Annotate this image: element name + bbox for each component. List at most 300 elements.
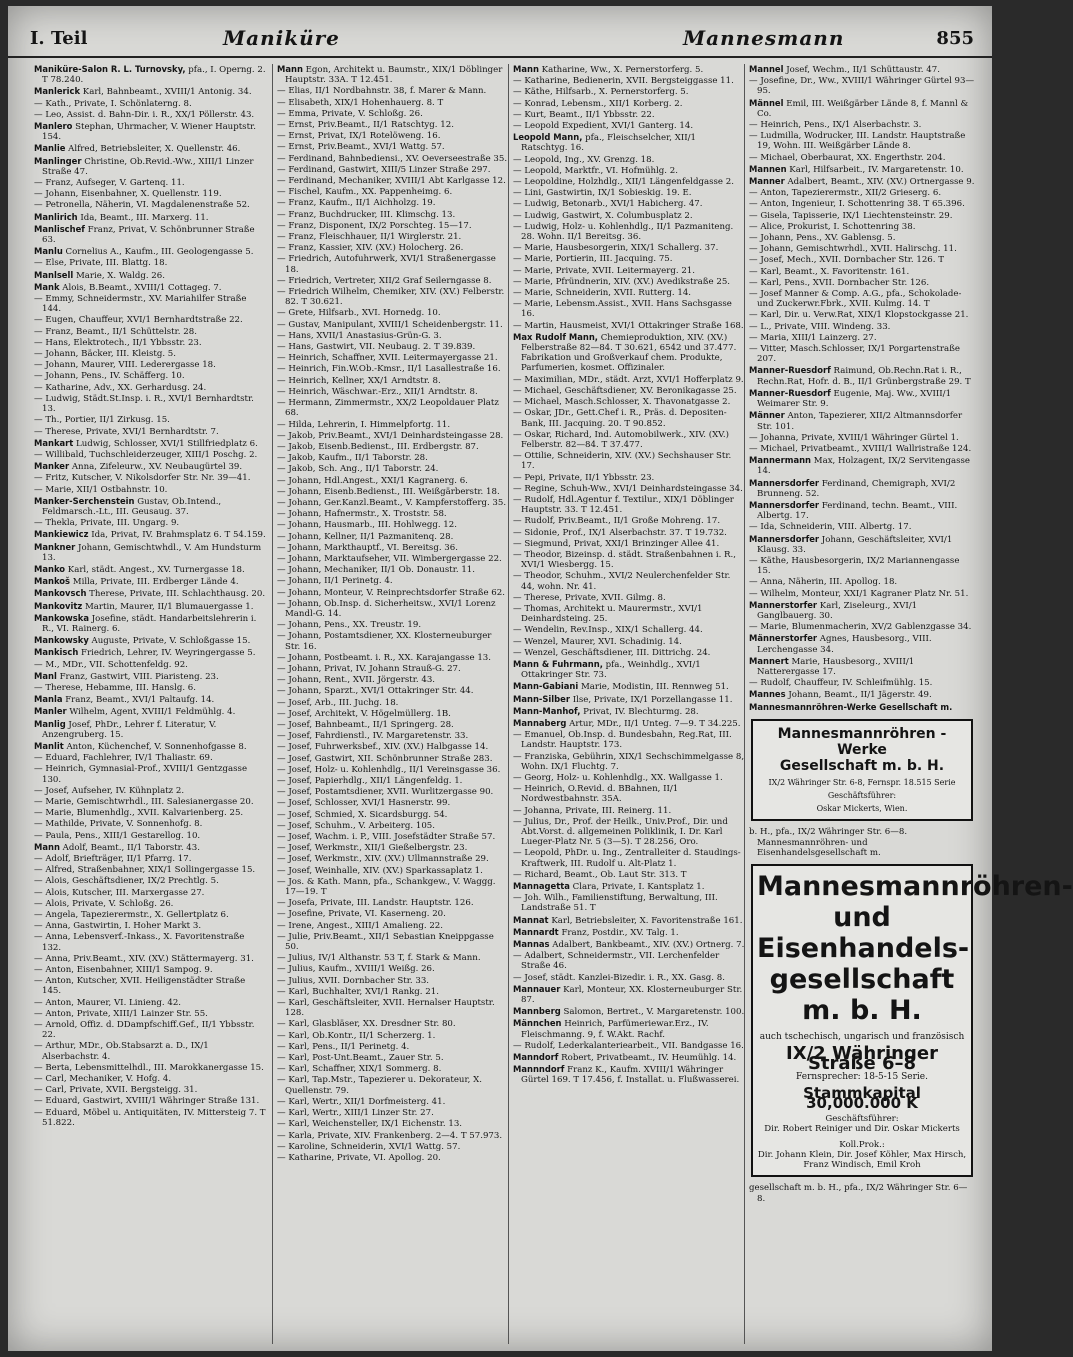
directory-entry [513, 110, 745, 120]
entry-details: — Johann, Pens., XX. Treustr. 19. [277, 620, 422, 631]
entry-surname: Mankner [34, 541, 76, 552]
directory-entry [34, 282, 266, 293]
entry-details: — Eduard, Gastwirt, XVIII/1 Währinger Straße 131. [34, 1096, 260, 1107]
directory-entry [277, 509, 509, 519]
directory-entry [277, 64, 509, 85]
directory-entry [277, 464, 509, 474]
entry-details: — Rudolf, Priv.Beamt., II/1 Große Mohreng. 17. [513, 516, 721, 527]
entry-details: — Josef, Werkmstr., XII/1 Gießelbergstr. 23. [277, 843, 468, 854]
directory-entry [34, 899, 266, 909]
directory-entry [513, 199, 745, 209]
directory-page [8, 6, 1073, 1351]
entry-details: Katharine, Ww., X. Pernerstorferg. 5. [541, 65, 704, 75]
entry-details: — Leopold Expedient, XVI/1 Ganterg. 14. [513, 121, 694, 132]
directory-entry [34, 143, 266, 154]
entry-details: — Ludwig, Städt.St.Insp. i. R., XVI/1 Bernhardtstr. 13. [34, 393, 254, 415]
directory-entry [34, 156, 266, 177]
running-head-right: Mannesmann [683, 26, 845, 50]
entry-details: — Marie, Schneiderin, XVII. Rutterg. 14. [513, 288, 692, 299]
entry-surname: Mann [513, 64, 539, 74]
entry-surname: Mann-Manhof, [513, 705, 581, 716]
directory-entry [749, 278, 975, 288]
directory-entry [34, 427, 266, 437]
directory-entry [513, 681, 745, 692]
entry-details: — Arthur, MDr., Ob.Stabsarzt a. D., IX/1 Alserbachstr. 4. [34, 1041, 209, 1062]
directory-entry [277, 1153, 509, 1163]
directory-entry [277, 198, 509, 208]
directory-entry [277, 731, 509, 741]
entry-details: — Marie, Pfründnerin, XIV. (XV.) Avedikstraße 25. [513, 276, 731, 287]
entry-surname: Mankowska [34, 612, 89, 623]
ad-small-address: IX/2 Währinger Str. 6-8, Fernspr. 18.515 Serie [768, 777, 956, 787]
directory-entry [34, 786, 266, 796]
directory-entry [513, 817, 745, 848]
directory-entry [277, 142, 509, 152]
entry-details: — Anton, Eisenbahner, XIII/1 Sampog. 9. [34, 965, 213, 976]
directory-entry [277, 709, 509, 719]
directory-entry [277, 308, 509, 318]
directory-entry [277, 1119, 509, 1129]
directory-entry [34, 338, 266, 348]
entry-details: — Johann, Pens., IV. Schäfferg. 10. [34, 371, 185, 382]
entry-details: — Franz, Aufseger, V. Gartenq. 11. [34, 178, 185, 189]
entry-surname: Manndorf [513, 1052, 559, 1063]
directory-entry [34, 485, 266, 495]
directory-entry [34, 258, 266, 268]
column-2 [272, 64, 509, 1344]
entry-details: — Ernst, Priv.Beamt., XVI/1 Wattg. 57. [277, 142, 445, 153]
entry-details: — Ferdinand, Mechaniker, XVIII/1 Abt Karlgasse 12. [277, 176, 506, 187]
directory-entry [277, 442, 509, 452]
directory-entry [34, 965, 266, 975]
directory-entry [749, 622, 975, 632]
directory-entry [34, 932, 266, 952]
directory-entry [513, 773, 745, 783]
directory-entry [34, 394, 266, 414]
entry-surname: Mankoš [34, 576, 71, 587]
entry-details: Martin, Maurer, II/1 Blumauergasse 1. [85, 601, 254, 612]
entry-details: — Fritz, Kutscher, V. Nikolsdorfer Str. Nr. 39—41. [34, 473, 251, 484]
entry-details: — Johann, Ger.Kanzl.Beamt., V. Kampferstofferg. 35. [277, 497, 507, 508]
directory-entry [277, 554, 509, 564]
directory-entry [277, 932, 509, 952]
directory-entry [34, 764, 266, 784]
directory-entry [513, 973, 745, 983]
entry-surname: Mannersdorfer [749, 533, 820, 544]
entry-details: Milla, Private, III. Erdberger Lände 4. [72, 577, 239, 588]
entry-surname: Manla [34, 694, 63, 705]
directory-entry [34, 753, 266, 763]
directory-entry [277, 631, 509, 651]
directory-entry [749, 267, 975, 277]
entry-details: — Arnold, Offiz. d. DDampfschiff.Gef., II/1 Ybbsstr. 22. [34, 1020, 255, 1041]
directory-entry [34, 998, 266, 1008]
entry-details: — Wenzel, Maurer, XVI. Schadinig. 14. [513, 636, 682, 647]
entry-details: — Katharine, Private, VI. Apollog. 20. [277, 1152, 441, 1163]
directory-entry [277, 953, 509, 963]
entry-details: — Anton, Maurer, VI. Linieng. 42. [34, 997, 182, 1008]
directory-entry [34, 831, 266, 841]
directory-entry [34, 808, 266, 818]
entry-details: Wilhelm, Agent, XVIII/1 Feldmühlg. 4. [69, 707, 236, 718]
directory-entry [513, 375, 745, 385]
entry-details: — Julius, Kaufm., XVIII/1 Weißg. 26. [277, 964, 435, 975]
entry-details: — Jos. & Kath. Mann, pfa., Schankgew., V. Waggg. 17—19. T [277, 876, 496, 898]
entry-details: — Kath., Private, I. Schönlaterng. 8. [34, 98, 192, 109]
entry-details: — Adolf, Briefträger, II/1 Pfarrg. 17. [34, 854, 192, 865]
entry-details: — Johann, Rent., XVII. Jörgerstr. 43. [277, 675, 436, 686]
directory-entry [34, 1009, 266, 1019]
entry-surname: Leopold Mann, [513, 132, 583, 143]
entry-details: — Elisabeth, XIX/1 Hohenhauerg. 8. T [277, 97, 444, 108]
entry-details: — Jakob, Kaufm., II/1 Taborstr. 28. [277, 453, 428, 464]
entry-details: — Michael, Privatbeamt., XVIII/1 Wallristraße 124. [749, 443, 972, 454]
directory-entry [277, 810, 509, 820]
directory-entry [749, 410, 975, 431]
directory-entry [34, 438, 266, 449]
entry-details: — Karl, Pens., XVII. Dornbacher Str. 126. [749, 277, 930, 288]
volume-label: I. Teil [30, 28, 88, 49]
directory-entry [34, 706, 266, 717]
entry-details: — Gisela, Tapisserie, IX/1 Liechtensteinstr. 29. [749, 210, 953, 221]
directory-entry [277, 254, 509, 274]
entry-surname: Mann-Silber [513, 693, 570, 704]
entry-surname: Mannaberg [513, 717, 567, 728]
entry-details: — Siegmund, Privat, XXI/1 Brinzinger Allee 41. [513, 538, 720, 549]
entry-details: Franz K., Kaufm. XVIII/1 Währinger Gürtel 169. T 17.456, f. Installat. u. Flußwasserei. [521, 1065, 740, 1086]
entry-details: — Anton, Kutscher, XVII. Heiligenstädter Straße 145. [34, 976, 246, 997]
directory-entry [34, 876, 266, 886]
directory-entry [749, 344, 975, 364]
directory-entry [513, 648, 745, 658]
directory-entry [749, 188, 975, 198]
entry-surname: Manlinger [34, 155, 82, 166]
directory-entry [749, 689, 975, 700]
entry-details: — Johann, Sparzt., XVI/1 Ottakringer Str. 44. [277, 686, 474, 697]
entry-details: Anton, Küchenchef, V. Sonnenhofgasse 8. [66, 741, 247, 752]
entry-details: — Eduard, Möbel u. Antiquitäten, IV. Mittersteig 7. T 51.822. [34, 1107, 266, 1128]
directory-entry [513, 243, 745, 253]
entry-details: — Josef, Schmied, X. Sicardsburgg. 54. [277, 809, 448, 820]
directory-entry [513, 593, 745, 603]
entry-details: — Wendelin, Rev.Insp., XIX/1 Schallerg. 44. [513, 625, 703, 636]
ad-large-line-3: gesellschaft m. b. H. [769, 964, 955, 1026]
entry-details: pfa., Fleischselcher, XII/1 Ratschtyg. 16. [521, 133, 697, 154]
entry-details: — Grete, Hilfsarb., XVI. Hornedg. 10. [277, 308, 441, 319]
entry-surname: Manlischef [34, 223, 85, 234]
entry-details: — Johann, Monteur, V. Reinprechtsdorfer Straße 62. [277, 587, 505, 598]
entry-details: Auguste, Private, V. Schloßgasse 15. [91, 636, 251, 647]
entry-details: Franz, Gastwirt, VIII. Piaristeng. 23. [59, 671, 219, 682]
directory-entry [277, 387, 509, 397]
entry-details: — Karl, Ob.Kontr., II/1 Scherzerg. 1. [277, 1030, 436, 1041]
entry-details: — Berta, Lebensmittelhdl., III. Marokkanergasse 15. [34, 1062, 264, 1073]
column-3 [508, 64, 745, 1344]
directory-entry [34, 954, 266, 964]
entry-details: Alfred, Betriebsleiter, X. Quellenstr. 46. [68, 144, 241, 155]
entry-details: Johann, Geschäftsleiter, XVI/1 Klausg. 33. [757, 534, 953, 555]
entry-details: — Johann, Bäcker, III. Kleistg. 5. [34, 349, 176, 360]
entry-details: Josefine, städt. Handarbeitslehrerin i. R., VI. Rainerg. 6. [42, 613, 257, 634]
entry-details: — Alois, Geschäftsdiener, IX/2 Prechtlg. 5. [34, 876, 219, 887]
entry-details: — Theodor, Schuhm., XVI/2 Neulerchenfelder Str. 44, wohn. Nr. 41. [513, 571, 731, 592]
directory-entry [277, 187, 509, 197]
directory-entry [34, 383, 266, 393]
directory-entry [513, 299, 745, 319]
directory-entry [277, 487, 509, 497]
directory-entry [277, 131, 509, 141]
entry-details: — M., MDr., VII. Schottenfeldg. 92. [34, 659, 188, 670]
entry-surname: Mannerstorfer [749, 599, 818, 610]
directory-entry [513, 211, 745, 221]
directory-entry [513, 1064, 745, 1085]
directory-entry [513, 177, 745, 187]
entry-details: — Rudolf, Hdl.Agentur f. Textilur., XIX/1 Döblinger Hauptstr. 33. T 12.451. [513, 494, 734, 516]
directory-entry [513, 484, 745, 494]
entry-details: — Karl, Post-Unt.Beamt., Zauer Str. 5. [277, 1053, 444, 1064]
directory-entry [513, 266, 745, 276]
advertisement-small [751, 719, 973, 822]
entry-details: — Maximilian, MDr., städt. Arzt, XVI/1 Hofferplatz 9. [513, 374, 744, 385]
entry-details: Eugenie, Maj. Ww., XVIII/1 Weimarer Str. 9. [757, 388, 952, 410]
entry-details: — Alfred, Straßenbahner, XIX/1 Sollingergasse 15. [34, 865, 256, 876]
directory-entry [277, 821, 509, 831]
directory-entry [749, 522, 975, 532]
entry-details: Heinrich, Parfümeriewar.Erz., IV. Fleischmanng. 9, f. W.Akt. Rachf. [521, 1019, 709, 1040]
entry-details: — Franz, Fleischhauer, II/1 Wirglerstr. 21. [277, 232, 462, 243]
directory-entry [513, 451, 745, 471]
entry-surname: Mann-Gabiani [513, 681, 579, 692]
entry-details: Marie, X. Waldg. 26. [75, 270, 165, 281]
entry-details: pfa., Weinhdlg., XVI/1 Ottakringer Str. 73. [521, 659, 701, 681]
entry-surname: Max Rudolf Mann, [513, 331, 598, 342]
directory-entry [513, 637, 745, 647]
entry-details: — Kurt, Beamt., II/1 Ybbsstr. 22. [513, 109, 655, 120]
directory-entry [513, 528, 745, 538]
entry-details: — Therese, Hebamme, III. Hanslg. 6. [34, 682, 197, 693]
entry-details: — Josef, Architekt, V. Högelmüllerg. 1B. [277, 708, 451, 719]
entry-details: — Anna, Lebensverf.-Inkass., X. Favoritenstraße 132. [34, 932, 245, 953]
entry-surname: Manlsell [34, 269, 74, 280]
entry-details: — Pepi, Private, II/1 Ybbsstr. 23. [513, 472, 655, 483]
entry-surname: Manker-Serchenstein [34, 495, 135, 506]
ad-large-line-1: Mannesmannröhren- [757, 871, 1073, 902]
entry-details: — Alois, Kutscher, III. Marxergasse 27. [34, 887, 205, 898]
directory-entry [513, 222, 745, 242]
entry-details: — Leopold, PhDr. u. Ing., Zentralleiter d. Staudings-Kraftwerk, III. Rudolf u. Alt-Platz 1. [513, 848, 741, 869]
entry-details: — Josef, Gastwirt, XII. Schönbrunner Straße 283. [277, 753, 493, 764]
ad-large-directors-title: Geschäftsführer: [825, 1114, 899, 1125]
entry-surname: Manlig [34, 718, 66, 729]
directory-entry [34, 246, 266, 257]
directory-entry [277, 331, 509, 341]
directory-entry [34, 415, 266, 425]
directory-entry [513, 495, 745, 515]
entry-details: — Heinrich, Gymnasial-Prof., XVIII/1 Gentzgasse 130. [34, 764, 248, 785]
entry-details: — Johanna, Private, XVIII/1 Währinger Gürtel 1. [749, 432, 959, 443]
directory-entry [749, 164, 975, 175]
directory-entry [34, 121, 266, 142]
directory-entry [513, 550, 745, 570]
entry-details: — Else, Private, III. Blattg. 18. [34, 258, 168, 269]
entry-details: — Marie, Portierin, III. Jacquing. 75. [513, 254, 673, 265]
entry-surname: Manlirich [34, 211, 78, 222]
directory-entry [513, 718, 745, 729]
entry-details: — Karl, Glasbläser, XX. Dresdner Str. 80. [277, 1019, 456, 1030]
directory-entry [749, 633, 975, 654]
entry-details: — Karla, Private, XIV. Frankenberg. 2—4. T 57.973. [277, 1130, 503, 1141]
entry-details: — Josef, Holz- u. Kohlenhdlg., II/1 Vereinsgasse 36. [277, 764, 501, 775]
directory-entry [277, 866, 509, 876]
directory-entry [749, 500, 975, 521]
entry-details: — Oskar, JDr., Gett.Chef i. R., Präs. d. Depositen-Bank, III. Jacquing. 20. T 90.852. [513, 408, 727, 429]
directory-entry [34, 529, 266, 540]
directory-entry [277, 98, 509, 108]
entry-details: Marie, Modistin, III. Rennweg 51. [581, 682, 729, 693]
entry-details: — Josef, Postamtsdiener, XVII. Wurlitzergasse 90. [277, 787, 494, 798]
directory-entry [277, 877, 509, 897]
entry-details: Salomon, Bertret., V. Margaretenstr. 100. [563, 1007, 745, 1018]
entry-details: — Jakob, Eisenb.Bedienst., III. Erdbergstr. 87. [277, 441, 479, 452]
entry-surname: Mankowsky [34, 635, 89, 646]
entry-details: — Marie, Private, XVII. Leitermayerg. 21. [513, 265, 695, 276]
ad-large-address: IX/2 Währinger Straße 6–8 [786, 1043, 938, 1075]
entry-details: — Josef, Wachm. i. P., VIII. Josefstädter Straße 57. [277, 832, 496, 843]
directory-entry [34, 601, 266, 612]
directory-entry [513, 76, 745, 86]
entry-details: Karl, Ziseleurg., XVI/1 Ganglbauerg. 30. [757, 600, 918, 621]
entry-details: — Therese, Private, XVI/1 Bernhardtstr. 7. [34, 426, 219, 437]
directory-entry [277, 543, 509, 553]
directory-entry [749, 131, 975, 151]
directory-entry [277, 588, 509, 598]
directory-entry [277, 720, 509, 730]
entry-details: — Josef, Schlosser, XVI/1 Hasnerstr. 99. [277, 798, 451, 809]
entry-details: — Petronella, Näherin, VI. Magdalenenstraße 52. [34, 200, 250, 211]
entry-details: — Josef, Fahrdienstl., IV. Margaretenstr. 33. [277, 731, 469, 742]
entry-details: — Maria, XIII/1 Lainzerg. 27. [749, 332, 877, 343]
entry-surname: Manlie [34, 143, 66, 154]
entry-details: — Heinrich, Fin.W.Ob.-Kmsr., II/1 Lasallestraße 16. [277, 364, 501, 375]
entry-details: — Leopold, Marktfr., VI. Hofmühlg. 2. [513, 165, 678, 176]
entry-details: — Leo, Assist. d. Bahn-Dir. i. R., XX/1 Pöllerstr. 43. [34, 109, 255, 120]
directory-entry [749, 289, 975, 309]
directory-entry [749, 388, 975, 409]
directory-entry [277, 1064, 509, 1074]
ad-large-capital: Stammkapital 30,000.000 K [803, 1083, 921, 1112]
entry-details: Robert, Privatbeamt., IV. Heumühlg. 14. [561, 1053, 737, 1064]
directory-entry [277, 909, 509, 919]
entry-surname: Manlit [34, 740, 64, 751]
entry-details: — Johann, Privat, IV. Johann Strauß-G. 27. [277, 663, 461, 674]
entry-details: — Heinrich, Wäschwar.-Erz., XII/1 Arndtstr. 8. [277, 386, 478, 397]
entry-details: — Johann, Kellner, II/1 Pazmanitenq. 28. [277, 531, 454, 542]
entry-details: — Josef Manner & Comp. A.G., pfa., Schokolade- und Zuckerwr.Fbrk., XVII. Kulmg. 14. T [749, 289, 962, 310]
entry-details: — Marie, XII/1 Ostbahnstr. 10. [34, 484, 168, 495]
directory-entry [277, 420, 509, 430]
directory-entry [749, 222, 975, 232]
entry-details: Stephan, Uhrmacher, V. Wiener Hauptstr. 154. [42, 122, 256, 143]
entry-details: — Oskar, Richard, Ind. Automobilwerk., XIV. (XV.) Felberstr. 82—84. T 37.477. [513, 429, 729, 450]
entry-surname: Mannermann [749, 455, 812, 466]
entry-surname: Mannardt [513, 926, 559, 937]
entry-details: — Josef, Weinhalle, XIV. (XV.) Sparkassaplatz 1. [277, 865, 483, 876]
directory-entry [749, 153, 975, 163]
entry-details: Josef, PhDr., Lehrer f. Literatur, V. Anzengruberg. 15. [42, 719, 217, 740]
entry-details: — Heinrich, O.Revid. d. BBahnen, II/1 Nordwestbahnstr. 35A. [513, 784, 679, 805]
entry-details: — Rudolf, Chauffeur, IV. Schleifmühlg. 15. [749, 678, 933, 689]
entry-details: Alois, B.Beamt., XVIII/1 Cottageg. 7. [62, 282, 222, 293]
ad-large-line-2: und Eisenhandels- [757, 902, 970, 964]
entry-details: — Franziska, Gebührin, XIX/1 Sechschimmelgasse 8, Wohn. IX/1 Fluchtg. 7. [513, 751, 745, 772]
column-1 [34, 64, 266, 1344]
entry-surname: Mannel [749, 64, 784, 74]
directory-entry [277, 453, 509, 463]
directory-entry [513, 625, 745, 635]
directory-entry [277, 976, 509, 986]
directory-entry [513, 430, 745, 450]
directory-entry [34, 110, 266, 120]
entry-surname: Manlero [34, 121, 73, 132]
entry-surname: Mannauer [513, 983, 561, 994]
directory-entry [749, 211, 975, 221]
page-header [8, 26, 992, 58]
directory-entry [513, 984, 745, 1005]
entry-details: — Josef, Arb., III. Juchg. 18. [277, 697, 399, 708]
entry-details: — Adalbert, Schneidermstr., VII. Lerchenfelder Straße 46. [513, 951, 720, 972]
entry-details: — Regine, Schuh-Ww., XVI/1 Deinhardsteingasse 34. [513, 483, 743, 494]
directory-entry [277, 221, 509, 231]
directory-entry [34, 371, 266, 381]
entry-details: — Anna, Näherin, III. Apollog. 18. [749, 577, 898, 588]
directory-entry [277, 832, 509, 842]
directory-entry [513, 155, 745, 165]
entry-details: — Carl, Private, XVII. Bergsteigg. 31. [34, 1085, 198, 1096]
directory-entry [749, 577, 975, 587]
entry-details: — Marie, Hausbesorgerin, XIX/1 Schallerg. 37. [513, 243, 719, 254]
directory-entry [513, 132, 745, 153]
directory-entry [34, 910, 266, 920]
entry-surname: Mann [34, 841, 60, 852]
entry-details: — Leopoldine, Holzhdlg., XII/1 Längenfeldgasse 2. [513, 177, 734, 188]
directory-entry [513, 473, 745, 483]
entry-details: — Johann, Hausmarb., III. Hohlwegg. 12. [277, 520, 457, 531]
directory-entry [277, 1019, 509, 1029]
entry-details: — Mathilde, Private, V. Sonnenhofg. 8. [34, 819, 203, 830]
entry-surname: Mannberg [513, 1006, 561, 1017]
directory-entry [277, 120, 509, 130]
directory-entry [749, 233, 975, 243]
entry-details: — Karl, Schaffner, XIX/1 Sommerg. 8. [277, 1064, 442, 1075]
column-4-entries [749, 64, 975, 713]
entry-details: — Johann, Mechaniker, II/1 Ob. Donaustr. 11. [277, 565, 476, 576]
entry-details: — Franz, Kassier, XIV. (XV.) Holocherg. 26. [277, 243, 464, 254]
entry-details: — Heinrich, Kellner, XX/1 Arndtstr. 8. [277, 375, 441, 386]
entry-surname: Mankovsch [34, 588, 87, 599]
directory-entry [34, 224, 266, 245]
directory-entry [277, 1131, 509, 1141]
entry-details: Ferdinand, Chemigraph, XVI/2 Brunneng. 52. [757, 478, 956, 499]
column-4 [744, 64, 1073, 1344]
directory-entry [34, 1074, 266, 1084]
directory-entry [34, 189, 266, 199]
entry-details: — Eugen, Chauffeur, XVI/1 Bernhardtstraße 22. [34, 315, 243, 326]
directory-entry [34, 178, 266, 188]
directory-entry [513, 752, 745, 772]
entry-surname: Mankiewicz [34, 529, 89, 540]
advertisement-large [751, 864, 1073, 1177]
directory-entry [513, 121, 745, 131]
